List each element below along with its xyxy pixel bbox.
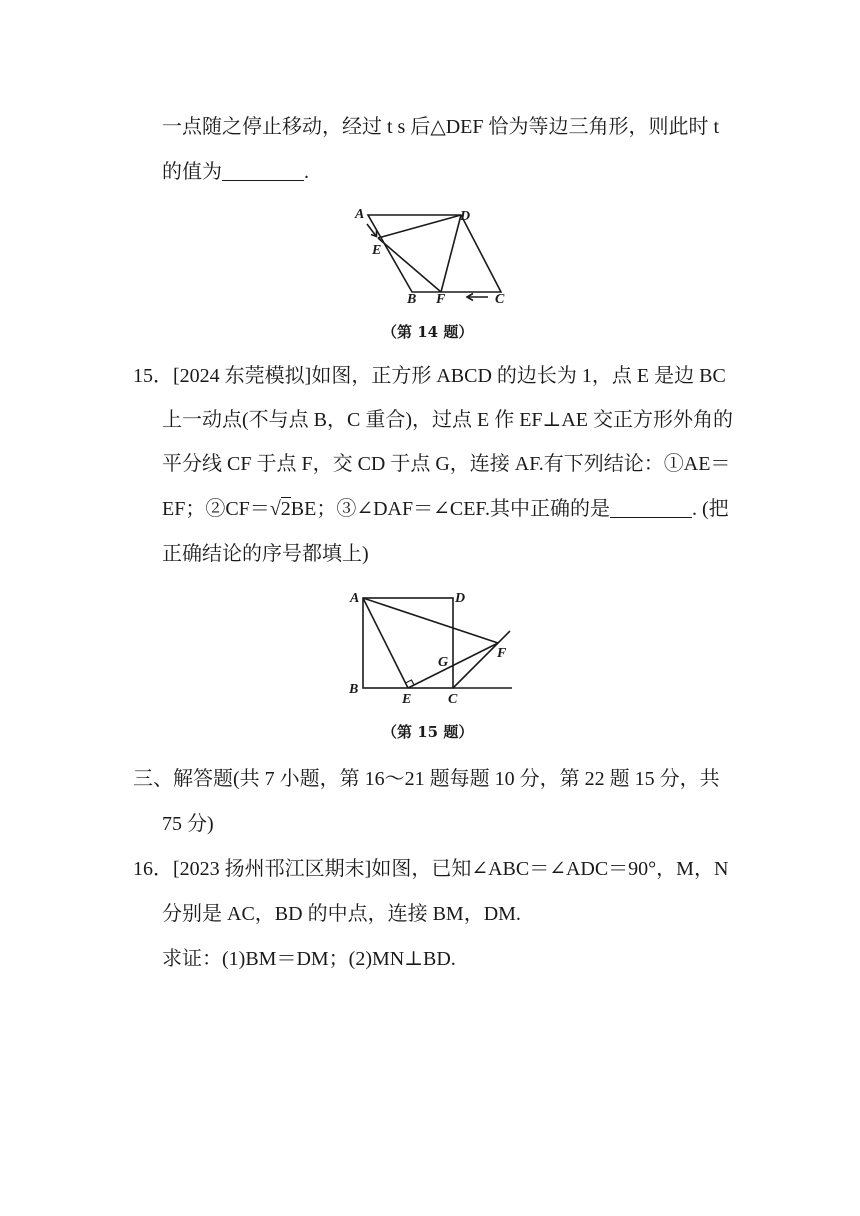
q15-conclusion-part-a: EF；②CF＝: [162, 498, 270, 520]
q15-conclusion-part-b: BE；③∠DAF＝∠CEF.其中正确的是: [290, 498, 610, 520]
q14-caption: （第 14 题）: [382, 323, 474, 341]
q15-caption: （第 15 题）: [382, 723, 474, 741]
q15-conclusion-part-c: . (把: [691, 498, 729, 520]
q14-text-suffix: .: [304, 161, 309, 183]
segment-df: [441, 215, 461, 292]
q15-text-line-3: 平分线 CF 于点 F，交 CD 于点 G，连接 AF.有下列结论：①AE＝: [162, 453, 731, 475]
q16-text-line-1: 16．[2023 扬州邗江区期末]如图，已知∠ABC＝∠ADC＝90°，M，N: [133, 858, 729, 880]
label-d: D: [460, 209, 471, 224]
q14-text-line-1: 一点随之停止移动，经过 t s 后△DEF 恰为等边三角形，则此时 t: [162, 116, 720, 138]
q15-text-line-1: 15．[2024 东莞模拟]如图，正方形 ABCD 的边长为 1，点 E 是边 BC: [133, 365, 726, 387]
label-c: C: [495, 292, 505, 307]
label-a: A: [350, 591, 360, 606]
sqrt-icon: √: [269, 498, 281, 520]
label-e: E: [402, 692, 412, 707]
answer-blank[interactable]: [222, 160, 304, 181]
q14-figure: [340, 200, 530, 312]
q15-text-line-4: [162, 495, 729, 523]
parallelogram-abcd: [368, 215, 501, 292]
sqrt-radicand: 2: [280, 498, 291, 520]
q15-text-line-2: 上一动点(不与点 B，C 重合)，过点 E 作 EF⊥AE 交正方形外角的: [162, 409, 734, 431]
label-a: A: [355, 207, 365, 222]
segment-ef: [378, 238, 441, 292]
label-g: G: [438, 655, 449, 670]
label-f: F: [436, 292, 446, 307]
answer-blank[interactable]: [610, 497, 692, 518]
sqrt-expression: [270, 495, 291, 523]
q15-figure: [340, 585, 520, 710]
q16-text-line-2: 分别是 AC，BD 的中点，连接 BM，DM.: [162, 903, 521, 925]
section-3-heading-line-1: 三、解答题(共 7 小题，第 16～21 题每题 10 分，第 22 题 15 分，共: [133, 768, 720, 790]
label-e: E: [372, 243, 382, 258]
q16-text-line-3: 求证：(1)BM＝DM；(2)MN⊥BD.: [162, 948, 456, 970]
square-abcd: [363, 598, 453, 688]
label-d: D: [455, 591, 466, 606]
label-b: B: [349, 682, 359, 697]
label-c: C: [448, 692, 458, 707]
segment-de: [378, 215, 461, 238]
q15-text-line-5: 正确结论的序号都填上): [162, 543, 369, 565]
section-3-heading-line-2: 75 分): [162, 813, 214, 835]
label-f: F: [497, 646, 507, 661]
q14-text-prefix: 的值为: [162, 161, 222, 183]
label-b: B: [407, 292, 417, 307]
q14-text-line-2: [162, 158, 309, 186]
segment-af: [363, 598, 498, 643]
